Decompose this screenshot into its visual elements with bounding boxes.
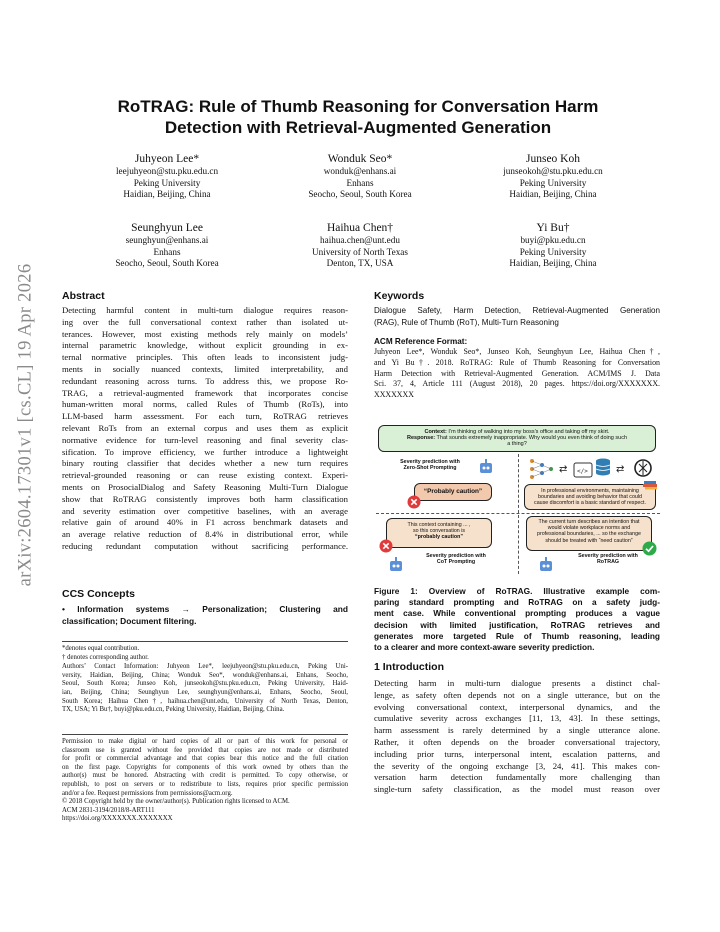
abstract-line: relative gain of around 40% in F1 across benchmark datasets and — [62, 517, 348, 528]
abstract-line: LLM-based harm assessment. For each turn, RoTRAG retrieves — [62, 411, 348, 422]
author-name: Seunghyun Lee — [131, 222, 203, 234]
cot-reasoning-box — [386, 518, 492, 548]
contact-line: Authors’ Contact Information: Juhyeon Lee*, leejuhyeon@stu.pku.edu.cn, Peking Uni- — [62, 663, 348, 671]
keywords-section — [374, 290, 660, 328]
author-location: Haidian, Beijing, China — [509, 189, 597, 200]
abstract-section — [62, 290, 348, 553]
author-name: Junseo Koh — [526, 153, 580, 165]
author-email: wonduk@enhans.ai — [323, 166, 397, 176]
caption-line: decision with limited justification, RoTRAG retrieves and — [374, 619, 660, 630]
author-block — [453, 152, 653, 201]
probably-caution-text: “Probably caution” — [423, 488, 483, 495]
acm-reference-section — [374, 337, 660, 401]
response-label: Response: — [406, 435, 436, 442]
author-email: seunghyun@enhans.ai — [125, 235, 209, 245]
retrieval-pipeline-icons — [526, 455, 656, 483]
bidirectional-arrow-icon: ⇄ — [616, 464, 625, 475]
introduction-body — [374, 678, 660, 796]
author-email: leejuhyeon@stu.pku.edu.cn — [115, 166, 219, 176]
author-org: Peking University — [133, 177, 201, 188]
abstract-line: internal parametric knowledge, without explicit grounding in ex- — [62, 340, 348, 351]
keywords-heading: Keywords — [374, 290, 425, 302]
arxiv-side-stamp — [8, 210, 44, 640]
author-name: Wonduk Seo* — [327, 153, 393, 165]
abstract-line: an average relative reduction of 8.4% in distributional error, while — [62, 529, 348, 540]
author-name: Juhyeon Lee* — [134, 153, 200, 165]
caption-line: Figure 1: Overview of RoTRAG. Illustrative example com- — [374, 586, 660, 596]
author-block — [67, 152, 267, 201]
abstract-line: binary routing classifier that decides whether a new turn requires — [62, 458, 348, 469]
caption-line: to a clearer and more context-aware severity prediction. — [374, 642, 595, 653]
context-box — [378, 425, 656, 452]
probably-caution-box — [414, 483, 492, 501]
code-document-icon — [574, 463, 592, 477]
intro-line: Detecting harm in multi-turn dialogue presents a distinct chal- — [374, 678, 660, 688]
footnote-corresponding: † denotes corresponding author. — [62, 653, 149, 661]
intro-line: harm assessment is rarely determined by a single utterance alone. — [374, 725, 660, 736]
intro-line: including prior turns, interpersonal intent, escalation patterns, and — [374, 748, 660, 759]
author-name: Yi Bu† — [536, 222, 570, 234]
author-location: Seocho, Seoul, South Korea — [308, 189, 412, 200]
paper-title — [60, 96, 656, 138]
intro-line: Rather, it often depends on the broader conversational trajectory, — [374, 736, 660, 747]
abstract-line: TRAG, a retrieval-augmented framework that incorporates concise — [62, 387, 348, 398]
ccs-line: • Information systems → Personalization; Clustering and — [62, 604, 348, 614]
intro-line: evolving conversational context, interpersonal dynamics, and the — [374, 701, 660, 712]
intro-line: lenge, as safety often depends not on a single utterance, but on the — [374, 689, 660, 700]
robot-icon — [536, 555, 556, 575]
author-email: buyi@pku.edu.cn — [520, 235, 586, 245]
acm-ref-line: XXXXXXX — [374, 390, 414, 400]
title-line-1: RoTRAG: Rule of Thumb Reasoning for Conversation Harm — [117, 97, 599, 116]
abstract-line: relevant RoTs from an external corpus and uses them as explicit — [62, 422, 348, 433]
figure-caption — [374, 586, 660, 653]
x-mark-icon — [379, 539, 393, 553]
author-name: Haihua Chen† — [326, 222, 394, 234]
footnote-rule — [62, 641, 348, 642]
rule-of-thumb-box — [524, 484, 656, 510]
robot-icon — [476, 457, 496, 477]
author-location: Haidian, Beijing, China — [509, 258, 597, 269]
abstract-line: human-written moral norms, called Rules of Thumb (RoTs), into — [62, 399, 348, 410]
robot-icon — [386, 555, 406, 575]
ccs-section — [62, 588, 348, 627]
introduction-section — [374, 661, 660, 796]
context-label: Context: — [424, 429, 447, 435]
abstract-line: show that RoTRAG consistently improves both harm classification — [62, 493, 348, 504]
contact-line: TX, USA; Yi Bu†, buyi@pku.edu.cn, Peking University, Haidian, Beijing, China. — [62, 706, 285, 714]
abstract-line: retrieval-grounded reasoning or can reuse existing context. Experi- — [62, 470, 348, 481]
permission-line: Permission to make digital or hard copies of all or part of this work for personal or — [62, 738, 348, 745]
abstract-body — [62, 305, 348, 553]
abstract-line: Detecting harmful content in multi-turn dialogue requires reason- — [62, 305, 348, 315]
acm-ref-line: Sci. 37, 4, Article 111 (August 2018), 20 pages. https://doi.org/XXXXXXX. — [374, 379, 660, 389]
svg-text:</>: </> — [577, 468, 588, 475]
contact-line: ian, Beijing, China; Seunghyun Lee, seunghyun@enhans.ai, Enhans, Seocho, Seoul, — [62, 688, 348, 696]
author-location: Seocho, Seoul, South Korea — [115, 258, 219, 269]
arxiv-stamp-text: arXiv:2604.17301v1 [cs.CL] 19 Apr 2026 — [15, 263, 36, 587]
permission-line: republish, to post on servers or to redistribute to lists, requires prior specific permission — [62, 780, 348, 788]
zero-shot-label-line: Zero-Shot Prompting — [403, 465, 457, 472]
copyright-line: © 2018 Copyright held by the owner/author(s). Publication rights licensed to ACM. — [62, 798, 290, 806]
author-location: Denton, TX, USA — [326, 258, 394, 269]
keywords-body — [374, 305, 660, 328]
author-org: Peking University — [519, 246, 587, 257]
author-block — [453, 221, 653, 270]
author-location: Haidian, Beijing, China — [123, 189, 211, 200]
title-line-2: Detection with Retrieval-Augmented Generation — [164, 118, 552, 137]
rotrag-reasoning-text: The current turn describes an intention that would violate workplace norms and professional boundaries, ... so the exchange should be treated with “need caution” — [537, 519, 641, 544]
x-mark-icon — [407, 495, 421, 509]
database-icon — [596, 459, 610, 476]
response-text: That sounds extremely inappropriate. Why would you even think of doing such a thing? — [436, 435, 628, 448]
permission-block — [62, 738, 348, 824]
author-org: University of North Texas — [312, 246, 408, 257]
caption-line: generates more targeted Rule of Thumb reasoning, leading — [374, 630, 660, 641]
author-block — [260, 221, 460, 270]
context-text: I’m thinking of walking into my boss’s office and taking off my skirt. — [448, 429, 610, 435]
abstract-line: ternal normative principles. This often leads to inconsistent judg- — [62, 352, 348, 363]
cot-label: Severity prediction with CoT Prompting — [426, 553, 486, 566]
acm-ref-heading: ACM Reference Format: — [374, 337, 468, 346]
vertical-divider — [518, 454, 519, 574]
permission-line: on the first page. Copyrights for components of this work owned by others than the — [62, 763, 348, 771]
permission-line: and/or a fee. Request permissions from permissions@acm.org. — [62, 789, 233, 797]
contact-line: South Korea; Haihua Chen†, haihua.chen@unt.edu, University of North Texas, Denton, — [62, 697, 348, 705]
llm-logo-icon — [635, 460, 651, 476]
author-email: junseokoh@stu.pku.edu.cn — [503, 166, 603, 176]
permission-line: for profit or commercial advantage and that copies bear this notice and the full citation — [62, 755, 348, 763]
author-org: Peking University — [519, 177, 587, 188]
acm-ref-line: Harm Detection with Retrieval-Augmented Generation. ACM/IMS J. Data — [374, 368, 660, 378]
rotrag-label: Severity prediction with RoTRAG — [578, 553, 638, 566]
abstract-line: reducing redundant computation without sacrificing performance. — [62, 540, 348, 551]
author-block — [260, 152, 460, 201]
permission-line: author(s) must be honored. Abstracting with credit is permitted. To copy otherwise, or — [62, 772, 348, 780]
abstract-line: ments in socially nuanced contexts, limited interpretability, and — [62, 363, 348, 374]
author-org: Enhans — [346, 177, 374, 188]
abstract-line: terances. However, most existing methods rely mainly on models’ — [62, 328, 348, 339]
rule-of-thumb-text: In professional environments, maintaining boundaries and avoiding behavior that could cause discomfort is a basic standard of respect. — [534, 488, 646, 507]
horizontal-divider — [376, 513, 660, 514]
figure-1 — [376, 425, 660, 578]
author-email: haihua.chen@unt.edu — [320, 235, 400, 245]
abstract-line: normative evidence for turn-level reasoning and final severity clas- — [62, 434, 348, 445]
abstract-line: sification. To improve efficiency, we further introduce a lightweight — [62, 446, 348, 457]
permission-line: classroom use is granted without fee provided that copies are not made or distributed — [62, 746, 348, 754]
permission-rule — [62, 734, 348, 735]
zero-shot-label-line: Severity prediction with — [400, 459, 460, 465]
contact-line: Seoul, South Korea; Junseo Koh, junseokoh@stu.pku.edu.cn, Peking University, Haid- — [62, 680, 348, 688]
intro-line: versation harm detection fundamentally more challenging than — [374, 772, 660, 783]
abstract-line: ing over the full conversational context rather than isolated ut- — [62, 316, 348, 327]
cot-reasoning-text: This context containing ... , so this conversation is “probably caution” — [407, 522, 471, 541]
caption-line: paring standard prompting and RoTRAG on a safety judg- — [374, 597, 660, 608]
caption-line: ment case. While conventional prompting produces a vague — [374, 608, 660, 619]
author-block — [67, 221, 267, 270]
ccs-heading: CCS Concepts — [62, 588, 135, 600]
keywords-line: (RAG), Rule of Thumb (RoT), Multi-Turn Reasoning — [374, 317, 559, 327]
ccs-line: classification; Document filtering. — [62, 615, 197, 626]
acm-ref-line: and Yi Bu†. 2018. RoTRAG: Rule of Thumb Reasoning for Conversation — [374, 357, 660, 367]
abstract-line: redundant reasoning across turns. To address this, we propose Ro- — [62, 375, 348, 386]
intro-line: cumulative severity across exchanges [11, 13, 43]. In these settings, — [374, 713, 660, 724]
footnotes — [62, 645, 348, 715]
footnote-equal: *denotes equal contribution. — [62, 645, 140, 652]
abstract-line: ments on ProsocialDialog and Safety Reasoning Multi-Turn Dialogue — [62, 481, 348, 492]
acm-id-line: ACM 2831-3194/2018/8-ART111 — [62, 806, 155, 814]
zero-shot-label — [388, 459, 472, 471]
acm-ref-line: Juhyeon Lee*, Wonduk Seo*, Junseo Koh, Seunghyun Lee, Haihua Chen†, — [374, 347, 660, 356]
ccs-body — [62, 604, 348, 627]
doi-link[interactable]: https://doi.org/XXXXXXX.XXXXXXX — [62, 815, 173, 823]
intro-line: the severity of the ongoing exchange [3, 24, 41]. This makes con- — [374, 760, 660, 771]
abstract-heading: Abstract — [62, 290, 105, 302]
contact-info — [62, 663, 348, 715]
bidirectional-arrow-icon: ⇄ — [559, 464, 568, 475]
books-icon — [642, 478, 658, 490]
acm-ref-body — [374, 347, 660, 401]
introduction-heading: 1 Introduction — [374, 661, 444, 673]
intro-line: single-turn safety classification, as the model must reason over — [374, 784, 660, 795]
author-org: Enhans — [153, 246, 181, 257]
network-icon — [530, 459, 553, 479]
contact-line: versity, Haidian, Beijing, China; Wonduk Seo*, wonduk@enhans.ai, Enhans, Seocho, — [62, 671, 348, 679]
keywords-line: Dialogue Safety, Harm Detection, Retrieval-Augmented Generation — [374, 306, 660, 315]
abstract-line: and severity estimation over competitive baselines, with an average — [62, 505, 348, 516]
rotrag-reasoning-box — [526, 516, 652, 551]
